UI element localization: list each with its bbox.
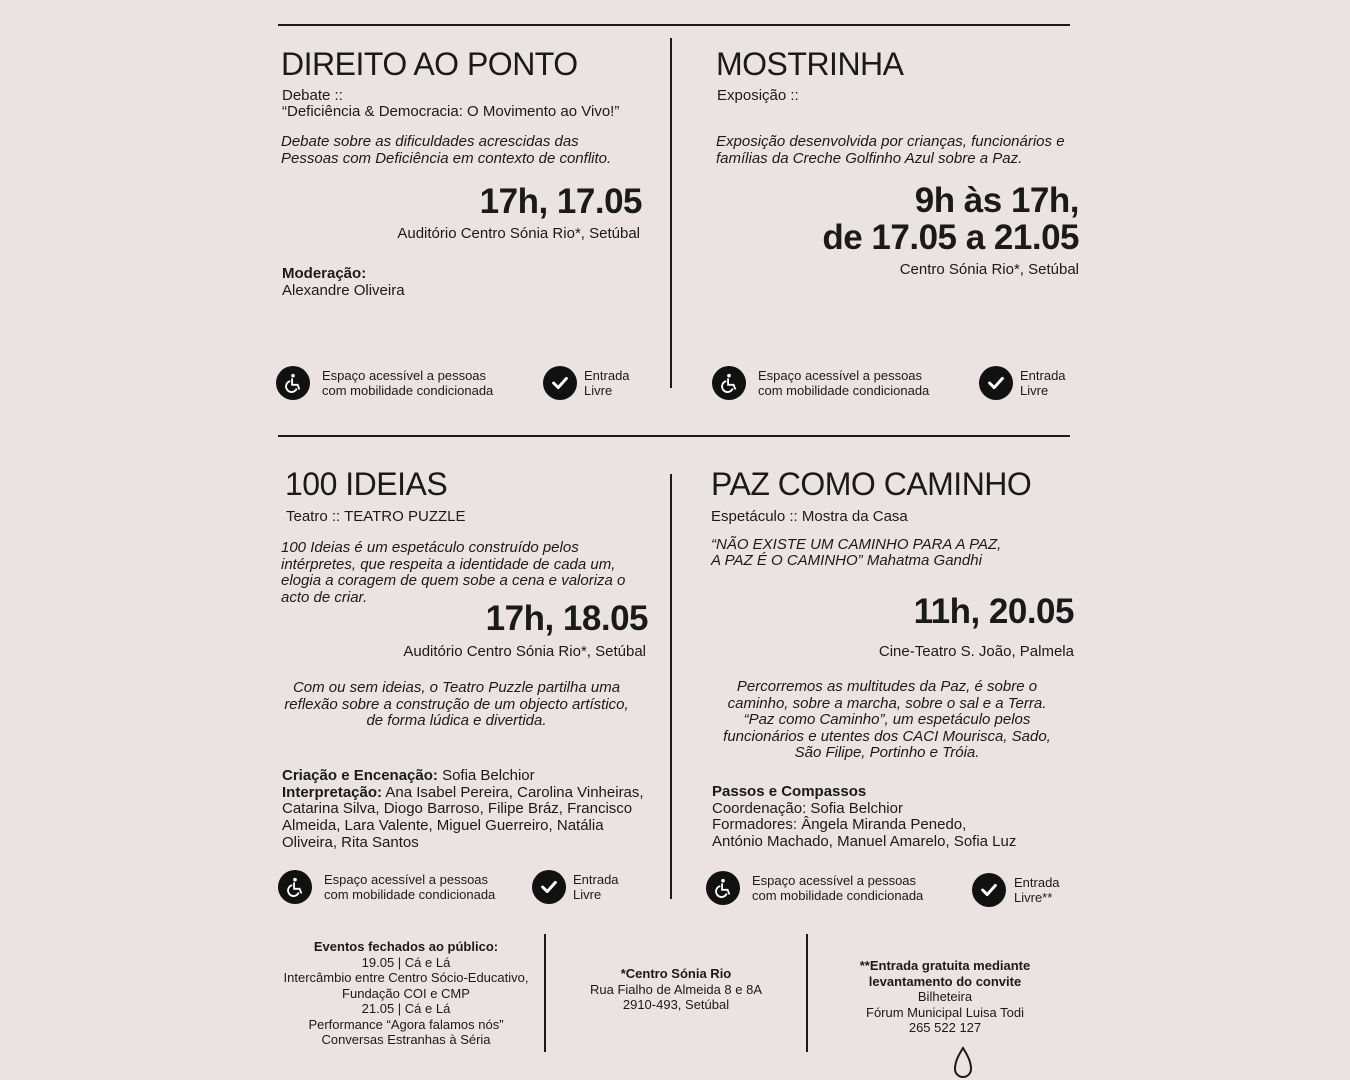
closed-events-line: 19.05 | Cá e Lá [361,954,451,970]
event-place: Auditório Centro Sónia Rio*, Setúbal [403,643,646,660]
access-line-1: Espaço acessível a pessoas [752,873,917,888]
event-type: Exposição :: [717,87,799,104]
wheelchair-icon [712,366,746,400]
accessibility-badge [278,870,495,904]
ticket-title-line-2: levantamento do convite [868,973,1022,989]
footer-divider-left [544,934,546,1052]
closed-events-title: Eventos fechados ao público: [313,939,499,954]
event-title: MOSTRINHA [716,46,904,82]
footer-divider-right [806,934,808,1052]
event-description: 100 Ideias é um espetáculo construído pelos intérpretes, que respeita a identidade de cada um, elogia a coragem de quem sobe a cena e valoriza o acto de criar. [281,539,626,606]
top-column-divider [670,38,672,388]
coordination: Coordenação: Sofia Belchior [712,799,903,817]
accessibility-badge [706,871,923,905]
ticket-line: Fórum Municipal Luisa Todi [866,1004,1024,1020]
access-line-2: com mobilidade condicionada [322,383,494,398]
access-line-1: Espaço acessível a pessoas [322,368,487,383]
accessibility-badge [712,366,929,400]
closed-events-line: Conversas Estranhas à Séria [321,1032,491,1047]
venue-line: Rua Fialho de Almeida 8 e 8A [590,981,762,997]
event-subtitle: Teatro :: TEATRO PUZZLE [286,508,466,525]
event-title: DIREITO AO PONTO [281,46,578,82]
interpretation-names: Ana Isabel Pereira, Carolina Vinheiras, Catarina Silva, Diogo Barroso, Filipe Bráz, Francisco Almeida, Lara Valente, Miguel Guerreiro, Natália Oliveira, Rita Santos [282,783,644,851]
event-time: 17h, 17.05 [479,182,642,221]
footer-closed-events [272,939,540,1048]
event-time: 11h, 20.05 [913,592,1074,631]
access-line-1: Espaço acessível a pessoas [758,368,923,383]
trainers-line-2: António Machado, Manuel Amarelo, Sofia Luz [712,833,1017,851]
wheelchair-icon [276,366,310,400]
accessibility-badge [276,366,493,400]
event-credits [282,768,652,852]
credits-title: Passos e Compassos [712,783,867,800]
entry-line-1: Entrada [573,872,619,887]
closed-events-line: Intercâmbio entre Centro Sócio-Educativo, [283,970,529,985]
event-time-line-2: de 17.05 a 21.05 [822,218,1079,257]
event-title: 100 IDEIAS [285,466,448,502]
checkmark-icon [543,366,577,400]
flame-icon [952,1046,974,1080]
venue-line: 2910-493, Setúbal [622,997,730,1012]
middle-divider [278,435,1070,437]
wheelchair-icon [278,870,312,904]
event-subtitle: Espetáculo :: Mostra da Casa [711,508,908,525]
event-quote-line-2: A PAZ É O CAMINHO” Mahatma Gandhi [711,552,982,569]
event-place: Cine-Teatro S. João, Palmela [878,643,1074,660]
ticket-line: Bilheteira [917,989,973,1004]
entry-line-1: Entrada [584,368,630,383]
creation-label: Criação e Encenação: [282,767,438,784]
venue-title: *Centro Sónia Rio [620,966,732,981]
ticket-title-line-1: **Entrada gratuita mediante [859,958,1031,973]
event-title: PAZ COMO CAMINHO [711,466,1032,502]
event-subtitle: “Deficiência & Democracia: O Movimento ao Vivo!” [282,103,620,120]
access-line-1: Espaço acessível a pessoas [324,872,489,887]
event-description: Percorremos as multitudes da Paz, é sobre o caminho, sobre a marcha, sobre o sal e a Terra. “Paz como Caminho”, um espetáculo pelos funcionários e utentes dos CACI Mourisca, Sado, São Filipe, Portinho e Tróia. [723,678,1051,761]
event-time-line-1: 9h às 17h, [914,181,1079,220]
entry-line-1: Entrada [1020,368,1066,383]
closed-events-line: 21.05 | Cá e Lá [361,1001,451,1016]
free-entry-badge [979,366,1066,400]
event-description: Exposição desenvolvida por crianças, funcionários e famílias da Creche Golfinho Azul sobre a Paz. [716,133,1065,167]
checkmark-icon [979,366,1013,400]
entry-line-2: Livre** [1014,890,1053,905]
top-divider [278,24,1070,26]
interpretation-label: Interpretação: [282,783,383,801]
entry-line-2: Livre [1020,383,1049,398]
event-place: Auditório Centro Sónia Rio*, Setúbal [397,225,640,242]
event-time: 17h, 18.05 [485,599,648,638]
event-place: Centro Sónia Rio*, Setúbal [899,261,1079,278]
entry-line-1: Entrada [1014,875,1060,890]
moderation-label: Moderação: [282,265,367,282]
ticket-line: 265 522 127 [908,1020,982,1035]
moderation-name: Alexandre Oliveira [282,281,405,299]
free-entry-badge [532,870,619,904]
closed-events-line: Performance “Agora falamos nós” [308,1016,504,1032]
event-description: Debate sobre as dificuldades acrescidas das Pessoas com Deficiência em contexto de conflito. [281,133,612,167]
bottom-column-divider [670,474,672,899]
footer-ticket-info [822,958,1068,1036]
event-type: Debate :: [282,87,343,104]
closed-events-line: Fundação COI e CMP [342,985,470,1001]
creation-name: Sofia Belchior [437,767,535,784]
event-credits [712,784,1016,851]
free-entry-badge [972,873,1060,907]
entry-line-2: Livre [573,887,602,902]
moderation [282,266,405,299]
event-quote-line-1: “NÃO EXISTE UM CAMINHO PARA A PAZ, [711,536,1002,553]
footer-venue-address [560,966,792,1013]
access-line-2: com mobilidade condicionada [758,383,930,398]
free-entry-badge [543,366,630,400]
access-line-2: com mobilidade condicionada [752,888,924,903]
checkmark-icon [532,870,566,904]
event-quote: Com ou sem ideias, o Teatro Puzzle partilha uma reflexão sobre a construção de um objecto artístico, de forma lúdica e divertida. [284,679,629,729]
trainers-line-1: Formadores: Ângela Miranda Penedo, [712,816,967,834]
access-line-2: com mobilidade condicionada [324,887,496,902]
checkmark-icon [972,873,1006,907]
wheelchair-icon [706,871,740,905]
entry-line-2: Livre [584,383,613,398]
